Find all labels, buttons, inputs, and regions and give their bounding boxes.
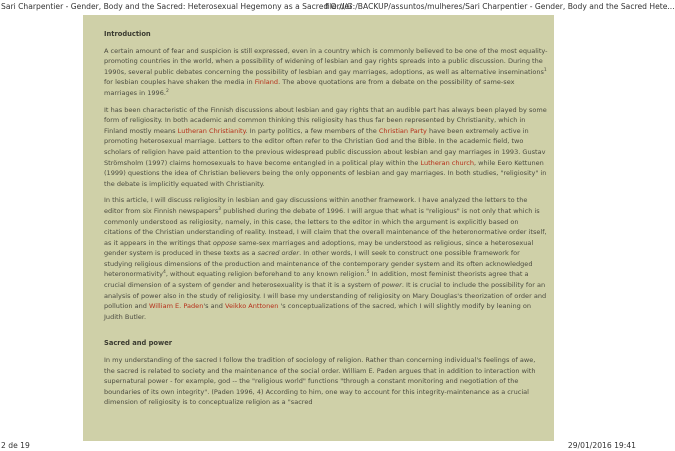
document-url: file:///G:/BACKUP/assuntos/mulheres/Sari Charpentier - Gender, Body and the Sacred Hete... <box>325 2 675 11</box>
link-christian-party[interactable]: Christian Party <box>378 126 427 135</box>
section-heading-sacred-and-power: Sacred and power <box>104 339 173 348</box>
section-heading-introduction: Introduction <box>104 30 151 38</box>
browser-print-footer <box>0 440 638 451</box>
link-veikko-anttonen[interactable]: Veikko Anttonen <box>225 302 279 311</box>
paragraph-1: A certain amount of fear and suspicion is still expressed, even in a country which is commonly believed to be one of the most equality-promoting countries in the world, when a possibility of widening of lesbian and gay rights spreads into a public discussion. During the 1990s, several public debates concerning the possibility of lesbian and gay marriages, adoptions, as well as alternative inseminations$^1$ for lesbian couples have shaken the media in Finland. The above quotations are from a debate on the possibility of same-sex marriages in 1996.$^2$ <box>104 46 548 97</box>
link-william-paden[interactable]: William E. Paden <box>148 302 204 311</box>
page-number: 2 de 19 <box>1 441 30 450</box>
paragraph-4: In my understanding of the sacred I follow the tradition of sociology of religion. Rather than concerning individual's feelings of awe, the sacred is related to society and the maintenance of the social order. William E. Paden argues that in addition to interaction with supernatural power - for example, god -- the "religious world" functions "through a constant monitoring and negotiation of the boundaries of its own integrity". (Paden 1996, 4) According to him, one way to account for this integrity-maintenance as a crucial dimension of religiosity is to conceptualize religion as a "sacred <box>104 356 536 407</box>
print-datetime: 29/01/2016 19:41 <box>567 441 636 450</box>
footnote-ref-2[interactable]: 2 <box>165 88 169 94</box>
paragraph-2: It has been characteristic of the Finnish discussions about lesbian and gay rights that an audible part has always been played by some form of religiosity. In both academic and common thinking this religiosity has thus far been represented by Christianity, which in Finland mostly means Lutheran Christianity. In party politics, a few members of the Christian Party have been extremely active in promoting heterosexual marriage. Letters to the editor often refer to the Christian God and the Bible. In the academic field, two scholars of religion have paid attention to the previous widespread public discussion about lesbian and gay marriages in 1993. Gustav Strömsholm (1997) claims homosexuals to have become entangled in a political play within the Lutheran church, while Eero Kettunen (1999) questions the idea of Christian believers being the only opponents of lesbian and gay marriages. In both studies, "religiosity" in the debate is implicitly equated with Christianity. <box>104 105 547 188</box>
footnote-ref-1[interactable]: 1 <box>543 67 547 73</box>
link-lutheran-christianity[interactable]: Lutheran Christianity <box>177 126 246 135</box>
link-finland[interactable]: Finland <box>254 78 279 87</box>
section-spacer <box>104 328 548 338</box>
footnote-ref-4[interactable]: 4 <box>162 270 166 276</box>
article-body <box>104 29 548 414</box>
document-title: Sari Charpentier - Gender, Body and the Sacred: Heterosexual Hegemony as a Sacred Order <box>1 2 353 11</box>
link-lutheran-church[interactable]: Lutheran church <box>420 158 474 167</box>
footnote-ref-5[interactable]: 5 <box>366 270 370 276</box>
paragraph-3: In this article, I will discuss religiosity in lesbian and gay discussions within another framework. I have analyzed the letters to the editor from six Finnish newspapers$^3$ published during the debate of 1996. I will argue that what is "religious" is not only that which is commonly understood as religiosity, namely, in this case, the letters to the editor in which the argument is explicitly based on citations of the Christian understanding of reality. Instead, I will claim that the overall maintenance of the heteronormative order itself, as it appears in the writings that oppose same-sex marriages and adoptions, may be understood as religious, since a heterosexual gender system is produced in these texts as a sacred order. In other words, I will seek to construct one possible framework for studying religious dimensions of the production and maintenance of the contemporary gender system and its often acknowledged heteronormativity$^4$, without equating religion beforehand to any known religion.$^5$ In addition, most feminist theorists agree that a crucial dimension of a system of gender and heterosexuality is that it is a system of power. It is crucial to include the possibility for an analysis of power also in the study of religiosity. I will base my understanding of religiosity on Mary Douglas's theorization of order and pollution and William E. Paden's and Veikko Anttonen 's conceptualizations of the sacred, which I will slightly modify by leaning on Judith Butler. <box>104 196 547 321</box>
footnote-ref-3[interactable]: 3 <box>218 206 221 212</box>
article-panel <box>83 15 554 441</box>
browser-print-header <box>0 0 675 14</box>
